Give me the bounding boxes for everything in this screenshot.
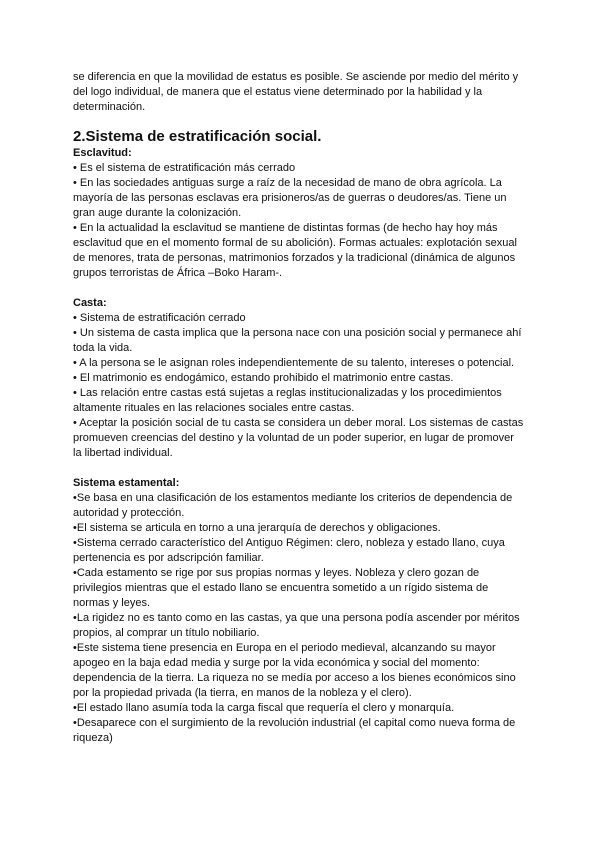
- casta-section: [73, 296, 530, 461]
- text-line: promueven creencias del destino y la voluntad de un poder superior, en lugar de promover: [73, 432, 514, 444]
- estamental-section: [73, 476, 530, 746]
- text-line: •El estado llano asumía toda la carga fiscal que requería el clero y monarquía.: [73, 702, 455, 714]
- estamental-heading: Sistema estamental:: [73, 477, 180, 489]
- text-line: • El matrimonio es endogámico, estando prohibido el matrimonio entre castas.: [73, 372, 454, 384]
- text-line: • Las relación entre castas está sujetas a reglas institucionalizadas y los procedimientos: [73, 387, 502, 399]
- text-line: •Se basa en una clasificación de los estamentos mediante los criterios de dependencia de: [73, 492, 513, 504]
- text-line: propios, al comprar un título nobiliario.: [73, 627, 260, 639]
- casta-heading: Casta:: [73, 297, 107, 309]
- text-line: grupos terroristas de África –Boko Haram-.: [73, 267, 283, 279]
- text-line: pertenencia es por adscripción familiar.: [73, 552, 264, 564]
- text-line: autoridad y protección.: [73, 507, 185, 519]
- text-line: toda la vida.: [73, 342, 133, 354]
- text-line: •Este sistema tiene presencia en Europa en el periodo medieval, alcanzando su mayor: [73, 642, 496, 654]
- text-line: •Sistema cerrado característico del Antiguo Régimen: clero, nobleza y estado llano, cuya: [73, 537, 505, 549]
- text-line: • Es el sistema de estratificación más cerrado: [73, 162, 296, 174]
- text-line: la libertad individual.: [73, 447, 173, 459]
- text-line: se diferencia en que la movilidad de estatus es posible. Se asciende por medio del mérito y: [73, 71, 519, 83]
- text-line: privilegios mientras que el estado llano se encuentra sometido a un rígido sistema de: [73, 582, 489, 594]
- text-line: •Cada estamento se rige por sus propias normas y leyes. Nobleza y clero gozan de: [73, 567, 480, 579]
- text-line: • A la persona se le asignan roles independientemente de su talento, intereses o potencial.: [73, 357, 515, 369]
- text-line: altamente rituales en las relaciones sociales entre castas.: [73, 402, 355, 414]
- text-line: • Sistema de estratificación cerrado: [73, 312, 246, 324]
- text-line: gran auge durante la colonización.: [73, 207, 242, 219]
- text-line: del logo individual, de manera que el estatus viene determinado por la habilidad y la: [73, 86, 483, 98]
- text-line: normas y leyes.: [73, 597, 151, 609]
- text-line: esclavitud que en el momento formal de su abolición). Formas actuales: explotación sexual: [73, 237, 517, 249]
- text-line: determinación.: [73, 101, 146, 113]
- section-title: 2.Sistema de estratificación social.: [73, 128, 322, 145]
- text-line: de menores, trata de personas, matrimonios forzados y la tradicional (dinámica de algunos: [73, 252, 516, 264]
- text-line: riqueza): [73, 732, 113, 744]
- text-line: por la propiedad privada (la tierra, en manos de la nobleza y el clero).: [73, 687, 412, 699]
- text-line: apogeo en la baja edad media y surge por la vida económica y social del momento:: [73, 657, 480, 669]
- text-line: dependencia de la tierra. La riqueza no se medía por acceso a los bienes económicos sino: [73, 672, 516, 684]
- esclavitud-section: [73, 146, 530, 281]
- text-line: • Aceptar la posición social de tu casta se considera un deber moral. Los sistemas de castas: [73, 417, 524, 429]
- text-line: • En las sociedades antiguas surge a raíz de la necesidad de mano de obra agrícola. La: [73, 177, 502, 189]
- intro-paragraph: [73, 70, 530, 115]
- esclavitud-heading: Esclavitud:: [73, 147, 132, 159]
- text-line: •El sistema se articula en torno a una jerarquía de derechos y obligaciones.: [73, 522, 441, 534]
- text-line: • En la actualidad la esclavitud se mantiene de distintas formas (de hecho hay hoy más: [73, 222, 498, 234]
- text-line: •La rigidez no es tanto como en las castas, ya que una persona podía ascender por méritos: [73, 612, 520, 624]
- text-line: mayoría de las personas esclavas era prisioneros/as de guerras o deudores/as. Tiene un: [73, 192, 507, 204]
- text-line: •Desaparece con el surgimiento de la revolución industrial (el capital como nueva forma de: [73, 717, 516, 729]
- text-line: • Un sistema de casta implica que la persona nace con una posición social y permanece ahí: [73, 327, 522, 339]
